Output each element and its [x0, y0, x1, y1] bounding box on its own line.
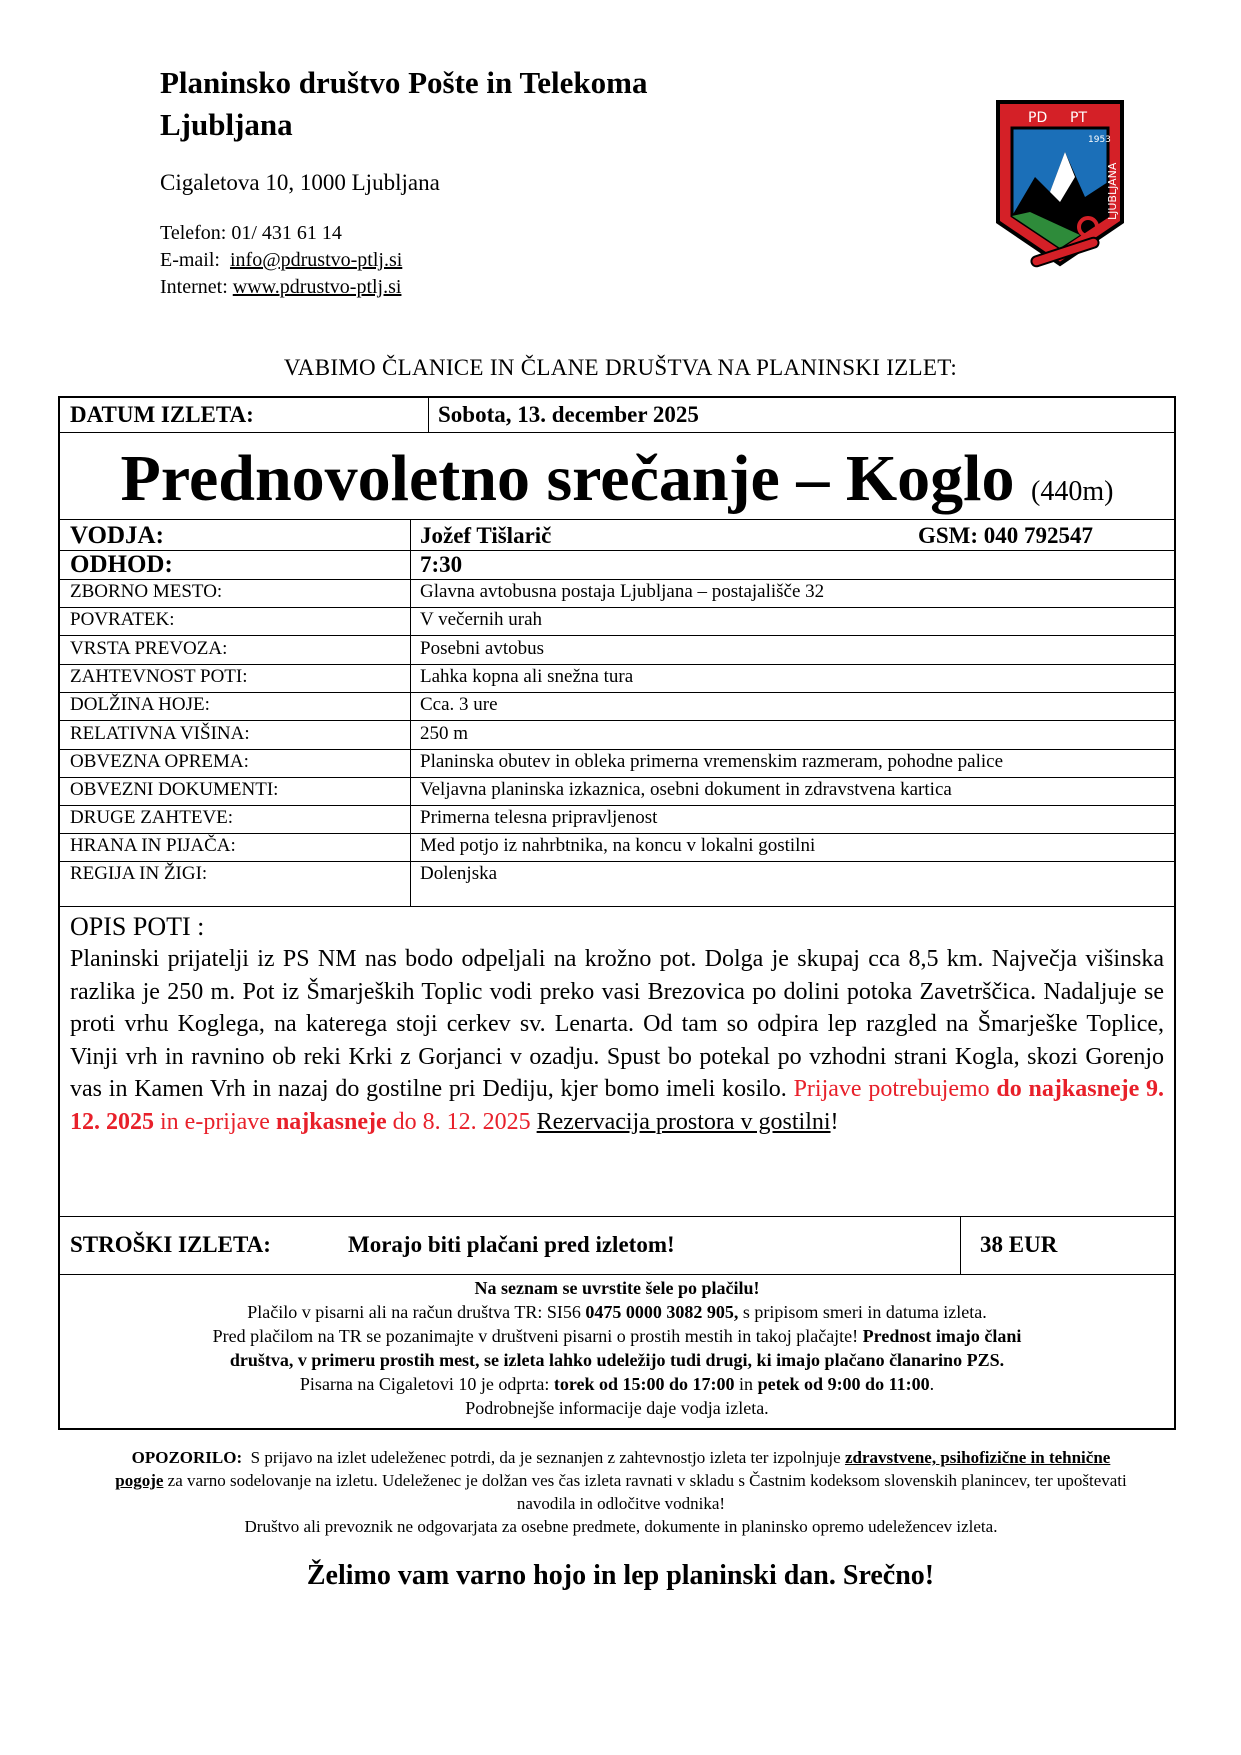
email-link[interactable]: info@pdrustvo-ptlj.si — [229, 249, 403, 271]
payment-line6: Podrobnejše informacije daje vodja izleta. — [465, 1398, 769, 1418]
org-name-line1: Planinsko društvo Pošte in Telekoma — [160, 65, 648, 100]
reservation-end: ! — [830, 1108, 839, 1135]
payment-account-note: s pripisom smeri in datuma izleta. — [742, 1302, 987, 1322]
detail-label: POVRATEK: — [70, 609, 175, 630]
warning-label: OPOZORILO: — [131, 1448, 243, 1467]
trip-date: Sobota, 13. december 2025 — [438, 402, 699, 427]
mountain-club-badge-icon — [990, 92, 1130, 272]
warning-text2: za varno sodelovanje na izletu. Udeleženec je dolžan ves čas izleta ravnati v skladu s Častnim kodeksom slovenskih planincev, ter upoštevati navodila in odločitve vodnika! — [167, 1471, 1127, 1513]
office-hours-end: . — [929, 1374, 935, 1394]
email-line — [160, 247, 402, 274]
leader-name: Jožef Tišlarič — [420, 523, 552, 548]
office-hours-tuesday: torek od 15:00 do 17:00 — [553, 1374, 735, 1394]
payment-line1: Na seznam se uvrstite šele po plačilu! — [474, 1278, 760, 1298]
svg-text:1953: 1953 — [1088, 135, 1111, 145]
svg-text:PT: PT — [1070, 110, 1087, 126]
office-hours-label: Pisarna na Cigaletovi 10 je odprta: — [299, 1374, 550, 1394]
address: Cigaletova 10, 1000 Ljubljana — [160, 170, 440, 195]
leader-label: VODJA: — [70, 522, 164, 549]
email-label: E-mail: — [160, 249, 220, 271]
detail-label: HRANA IN PIJAČA: — [70, 835, 236, 856]
trip-title-text: Prednovoletno srečanje – Koglo — [120, 442, 1015, 515]
office-hours-and: in — [739, 1374, 754, 1394]
detail-label: DRUGE ZAHTEVE: — [70, 807, 234, 828]
signup-latest: najkasneje — [275, 1108, 387, 1135]
costs-label: STROŠKI IZLETA: — [70, 1232, 271, 1257]
detail-value: Lahka kopna ali snežna tura — [420, 666, 634, 687]
date-label: DATUM IZLETA: — [70, 402, 254, 427]
detail-label: RELATIVNA VIŠINA: — [70, 723, 250, 744]
web-label: Internet: — [160, 276, 228, 298]
payment-account-text: Plačilo v pisarni ali na račun društva TR: SI56 — [247, 1302, 581, 1322]
warning-note — [110, 1446, 1132, 1538]
organization-name — [160, 62, 647, 146]
detail-value: Primerna telesna pripravljenost — [420, 807, 658, 828]
warning-conditions: zdravstvene, psihofizične in tehnične pogoje — [115, 1448, 1111, 1490]
trip-title — [60, 444, 1174, 527]
detail-label: REGIJA IN ŽIGI: — [70, 863, 208, 884]
description-heading: OPIS POTI : — [70, 912, 205, 941]
org-name-line2: Ljubljana — [160, 107, 293, 142]
detail-value: Posebni avtobus — [420, 638, 545, 659]
reservation-note: Rezervacija prostora v gostilni — [536, 1108, 831, 1135]
trip-table — [58, 396, 1176, 1430]
detail-value: 250 m — [420, 723, 469, 744]
departure-label: ODHOD: — [70, 551, 173, 578]
detail-value: Planinska obutev in obleka primerna vremenskim razmeram, pohodne palice — [420, 751, 1004, 772]
leader-gsm: GSM: 040 792547 — [918, 523, 1094, 548]
svg-text:LJUBLJANA: LJUBLJANA — [1106, 162, 1119, 220]
svg-text:PD: PD — [1028, 110, 1048, 126]
description-text: Planinski prijatelji iz PS NM nas bodo odpeljali na krožno pot. Dolga je skupaj cca 8,5 km. Največja višinska razlika je 250 m. Pot iz Šmarjeških Toplic vodi preko vasi Brezovica po dolini potoka Zavetrščica. Nadaljuje se proti vrhu Koglega, na katerega stoji cerkev sv. Lenarta. Od tam so odpira lep razgled na Šmarješke Toplice, Vinji vrh in ravnino ob reki Krki z Gorjanci v ozadju. Spust bo potekal po vzhodni strani Kogla, skozi Gorenjo vas in Kamen Vrh in nazaj do gostilne pri Dediju, kjer bomo imeli kosilo. — [70, 946, 1164, 1102]
detail-label: DOLŽINA HOJE: — [70, 694, 210, 715]
detail-value: Veljavna planinska izkaznica, osebni dokument in zdravstvena kartica — [420, 779, 952, 800]
signup-text-2: in e-prijave — [160, 1108, 270, 1135]
phone: Telefon: 01/ 431 61 14 — [160, 222, 342, 244]
payment-advice: Pred plačilom na TR se pozanimajte v društveni pisarni o prostih mestih in takoj plačajte! — [212, 1326, 859, 1346]
detail-label: VRSTA PREVOZA: — [70, 638, 228, 659]
detail-value: V večernih urah — [420, 609, 543, 630]
invitation-heading: VABIMO ČLANICE IN ČLANE DRUŠTVA NA PLANINSKI IZLET: — [283, 355, 958, 380]
web-line — [160, 274, 402, 301]
signup-text-1: Prijave potrebujemo — [793, 1076, 990, 1102]
signup-e-deadline: do 8. 12. 2025 — [392, 1108, 531, 1135]
warning-text3: Društvo ali prevoznik ne odgovarjata za osebne predmete, dokumente in planinsko opremo udeležencev izleta. — [244, 1517, 998, 1536]
costs-amount: 38 EUR — [980, 1232, 1058, 1257]
detail-value: Med potjo iz nahrbtnika, na koncu v lokalni gostilni — [420, 835, 816, 856]
detail-label: ZBORNO MESTO: — [70, 581, 223, 602]
club-logo — [990, 92, 1130, 272]
detail-label: OBVEZNI DOKUMENTI: — [70, 779, 279, 800]
detail-label: ZAHTEVNOST POTI: — [70, 666, 248, 687]
detail-value: Dolenjska — [420, 863, 498, 884]
signup-deadline: do najkasneje 9. 12. 2025 — [70, 1076, 1164, 1135]
office-hours-friday: petek od 9:00 do 11:00 — [757, 1374, 930, 1394]
web-link[interactable]: www.pdrustvo-ptlj.si — [232, 276, 402, 298]
detail-value: Glavna avtobusna postaja Ljubljana – postajališče 32 — [420, 581, 825, 602]
members-priority-cont: društva, v primeru prostih mest, se izleta lahko udeležijo tudi drugi, ki imajo plačano članarino PZS. — [229, 1350, 1005, 1370]
detail-value: Cca. 3 ure — [420, 694, 498, 715]
detail-label: OBVEZNA OPREMA: — [70, 751, 249, 772]
members-priority: Prednost imajo člani — [862, 1326, 1022, 1346]
costs-note: Morajo biti plačani pred izletom! — [348, 1232, 675, 1257]
route-description — [70, 911, 1164, 1138]
payment-info — [60, 1276, 1174, 1420]
closing-wish: Želimo vam varno hojo in lep planinski dan. Srečno! — [306, 1560, 935, 1591]
trip-altitude: (440m) — [1031, 476, 1114, 507]
contact-block — [160, 220, 402, 301]
departure-time: 7:30 — [420, 552, 463, 577]
payment-account-number: 0475 0000 3082 905, — [585, 1302, 739, 1322]
warning-text1: S prijavo na izlet udeleženec potrdi, da je seznanjen z zahtevnostjo izleta ter izpolnjuje — [250, 1448, 841, 1467]
